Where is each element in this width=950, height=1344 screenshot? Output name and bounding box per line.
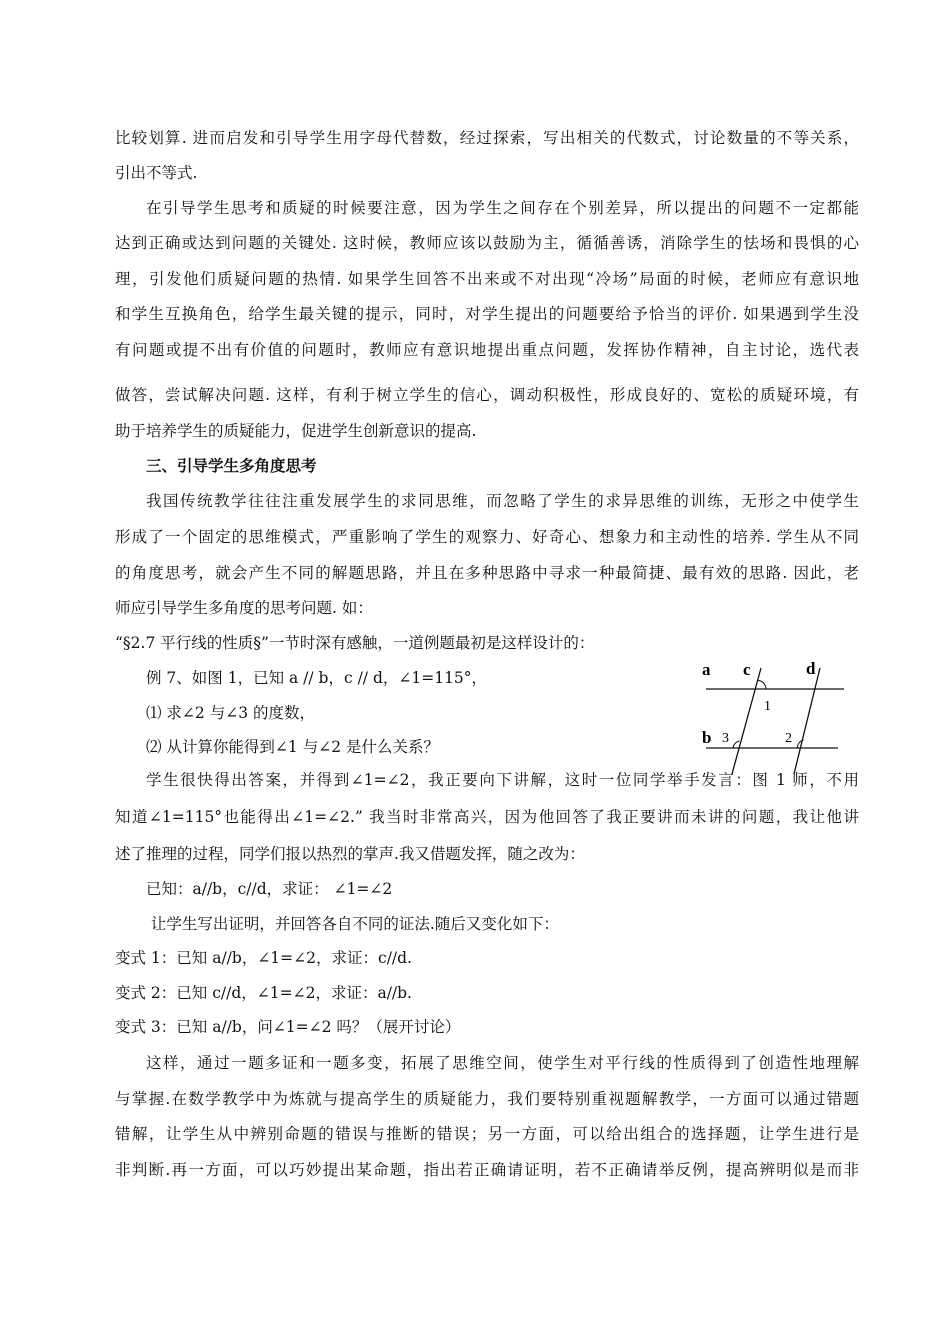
paragraph-line: “§2.7 平行线的性质§”一节时深有感触，一道例题最初是这样设计的： (115, 634, 595, 652)
angle-1-arc (758, 680, 766, 689)
paragraph-line: 助于培养学生的质疑能力，促进学生创新意识的提高. (115, 422, 477, 440)
variant-1: 变式 1：已知 a//b，∠1=∠2，求证：c//d. (115, 949, 412, 967)
paragraph-line: 知道∠1=115°也能得出∠1=∠2.” 我当时非常高兴，因为他回答了我正要讲而未讲的问题，我让他讲 (115, 808, 859, 826)
example-question-2: ⑵ 从计算你能得到∠1 与∠2 是什么关系？ (146, 738, 439, 756)
angle-3-arc (733, 741, 739, 748)
paragraph-line: 和学生互换角色，给学生最关键的提示，同时，对学生提出的问题要给予恰当的评价. 如果遇到学生没 (115, 305, 859, 323)
line-c (732, 668, 761, 774)
paragraph-line: 形成了一个固定的思维模式，严重影响了学生的观察力、好奇心、想象力和主动性的培养. 学生从不同 (115, 528, 859, 546)
line-d (794, 668, 820, 774)
paragraph-line: 师应引导学生多角度的思考问题. 如： (115, 599, 373, 617)
paragraph-line: 学生很快得出答案，并得到∠1=∠2，我正要向下讲解，这时一位同学举手发言：图 1 师，不用 (146, 771, 859, 789)
paragraph-line: 达到正确或达到问题的关键处. 这时候，教师应该以鼓励为主，循循善诱，消除学生的怯场和畏惧的心 (115, 234, 859, 252)
paragraph-line: 的角度思考，就会产生不同的解题思路，并且在多种思路中寻求一种最简捷、最有效的思路. 因此，老 (115, 564, 859, 582)
figure-1-parallel-lines (698, 650, 848, 790)
paragraph-line: 有问题或提不出有价值的问题时，教师应有意识地提出重点问题，发挥协作精神，自主讨论，选代表 (115, 341, 859, 359)
paragraph-line: 非判断.再一方面，可以巧妙提出某命题，指出若正确请证明，若不正确请举反例，提高辨明似是而非 (115, 1161, 859, 1179)
paragraph-line: 述了推理的过程，同学们报以热烈的掌声.我又借题发挥，随之改为： (115, 845, 585, 863)
paragraph-line: 引出不等式. (115, 164, 198, 182)
paragraph-line: 做答，尝试解决问题. 这样，有利于树立学生的信心，调动积极性，形成良好的、宽松的质疑环境，有 (115, 386, 859, 404)
given-prove-line: 已知：a//b，c//d，求证： ∠1=∠2 (146, 880, 393, 898)
paragraph-line: 这样，通过一题多证和一题多变，拓展了思维空间，使学生对平行线的性质得到了创造性地理解 (146, 1054, 859, 1072)
paragraph-line: 理，引发他们质疑问题的热情. 如果学生回答不出来或不对出现“冷场”局面的时候，老师应有意识地 (115, 270, 859, 288)
paragraph-line: 我国传统教学往往注重发展学生的求同思维，而忽略了学生的求异思维的训练，无形之中使学生 (146, 492, 859, 510)
label-b: b (702, 728, 712, 747)
paragraph-line: 在引导学生思考和质疑的时候要注意，因为学生之间存在个别差异，所以提出的问题不一定都能 (146, 199, 859, 217)
paragraph-line: 与掌握.在数学教学中为炼就与提高学生的质疑能力，我们要特别重视题解教学，一方面可以通过错题 (115, 1090, 859, 1108)
example-line: 例 7、如图 1，已知 a // b，c // d，∠1=115°， (146, 669, 488, 687)
variant-2: 变式 2：已知 c//d，∠1=∠2，求证：a//b. (115, 984, 412, 1002)
angle-3-label: 3 (722, 731, 729, 746)
label-c: c (743, 660, 751, 679)
label-d: d (806, 659, 816, 678)
paragraph-line: 比较划算. 进而启发和引导学生用字母代替数，经过探索，写出相关的代数式，讨论数量的不等关系， (115, 129, 859, 147)
variant-3: 变式 3：已知 a//b，问∠1=∠2 吗？（展开讨论） (115, 1018, 461, 1036)
example-question-1: ⑴ 求∠2 与∠3 的度数， (146, 704, 315, 722)
label-a: a (702, 660, 711, 679)
angle-1-label: 1 (764, 699, 771, 714)
paragraph-line: 错解，让学生从中辨别命题的错误与推断的错误；另一方面，可以给出组合的选择题，让学生进行是 (115, 1125, 859, 1143)
paragraph-line: 让学生写出证明，并回答各自不同的证法.随后又变化如下： (146, 915, 559, 933)
angle-2-label: 2 (785, 731, 792, 746)
parallel-lines-diagram (698, 650, 848, 790)
section-heading: 三、引导学生多角度思考 (146, 456, 317, 475)
